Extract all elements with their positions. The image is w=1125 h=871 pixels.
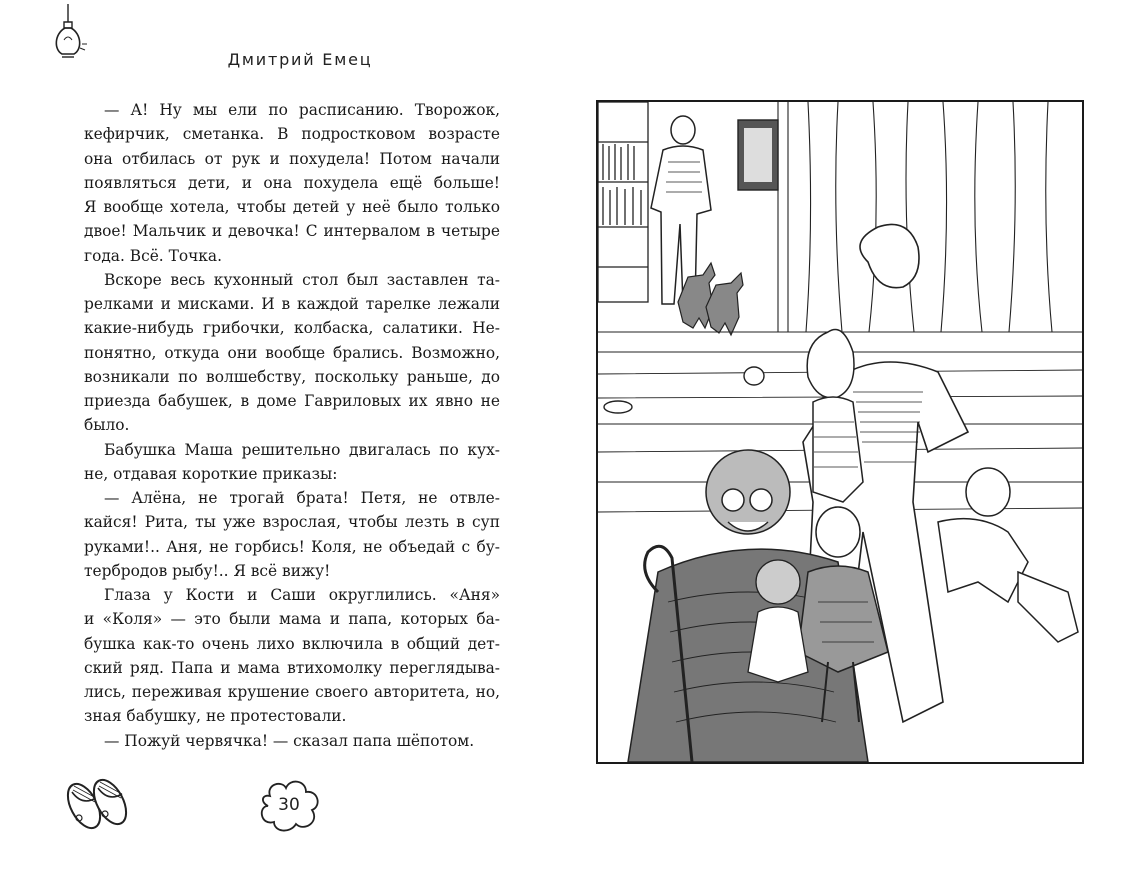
text-line: Глаза у Кости и Саши округлились. «Аня» [104, 586, 500, 604]
text-line: года. Всё. Точка. [84, 246, 222, 265]
text-line: было. [84, 416, 130, 435]
text-line: бушка как-то очень лихо включила в общий дет- [84, 634, 500, 653]
text-line: Вскоре весь кухонный стол был заставлен та- [104, 270, 500, 289]
text-line: ский ряд. Папа и мама втихомолку переглядыва- [84, 658, 500, 677]
text-line: — Пожуй червячка! — сказал папа шёпотом. [104, 731, 475, 750]
text-line: — А! Ну мы ели по расписанию. Творожок, [104, 101, 500, 119]
body-text [84, 98, 500, 753]
text-line: Бабушка Маша решительно двигалась по кух- [104, 440, 500, 459]
page-number-badge [256, 778, 322, 834]
right-page [560, 0, 1125, 871]
text-line: тербродов рыбу!.. Я всё вижу! [84, 561, 331, 580]
text-line: релками и мисками. И в каждой тарелке лежали [84, 295, 500, 313]
text-line: лись, переживая крушение своего авторитета, но, [84, 683, 500, 701]
text-line: зная бабушку, не протестовали. [84, 707, 347, 726]
slippers-icon [62, 770, 136, 836]
text-line: кефирчик, сметанка. В подростковом возрасте [84, 125, 500, 144]
family-drawing [598, 102, 1082, 762]
left-page [0, 0, 560, 871]
illustration-family-scene [596, 100, 1084, 764]
text-line: она отбилась от рук и похудела! Потом начали [84, 149, 500, 168]
text-line: какие-нибудь грибочки, колбаска, салатики. Не- [84, 319, 500, 338]
running-header-author: Дмитрий Емец [227, 50, 373, 69]
text-line: понятно, откуда они вообще брались. Возможно, [84, 343, 500, 362]
page-number: 30 [278, 795, 300, 815]
text-line: кайся! Рита, ты уже взрослая, чтобы лезть в суп [84, 513, 500, 532]
text-line: возникали по волшебству, поскольку раньше, до [84, 367, 500, 386]
text-line: — Алёна, не трогай брата! Петя, не отвле- [104, 489, 500, 507]
text-line: руками!.. Аня, не горбись! Коля, не объедай с бу- [84, 537, 500, 556]
text-line: появляться дети, и она похудела ещё больше! [84, 173, 500, 192]
text-line: приезда бабушек, в доме Гавриловых их явно не [84, 392, 500, 410]
text-line: двое! Мальчик и девочка! С интервалом в четыре [84, 222, 500, 241]
text-line: и «Коля» — это были мама и папа, которых ба- [84, 610, 500, 629]
text-line: не, отдавая короткие приказы: [84, 464, 338, 483]
light-bulb-icon [44, 4, 90, 64]
text-line: Я вообще хотела, чтобы детей у неё было только [84, 198, 500, 216]
